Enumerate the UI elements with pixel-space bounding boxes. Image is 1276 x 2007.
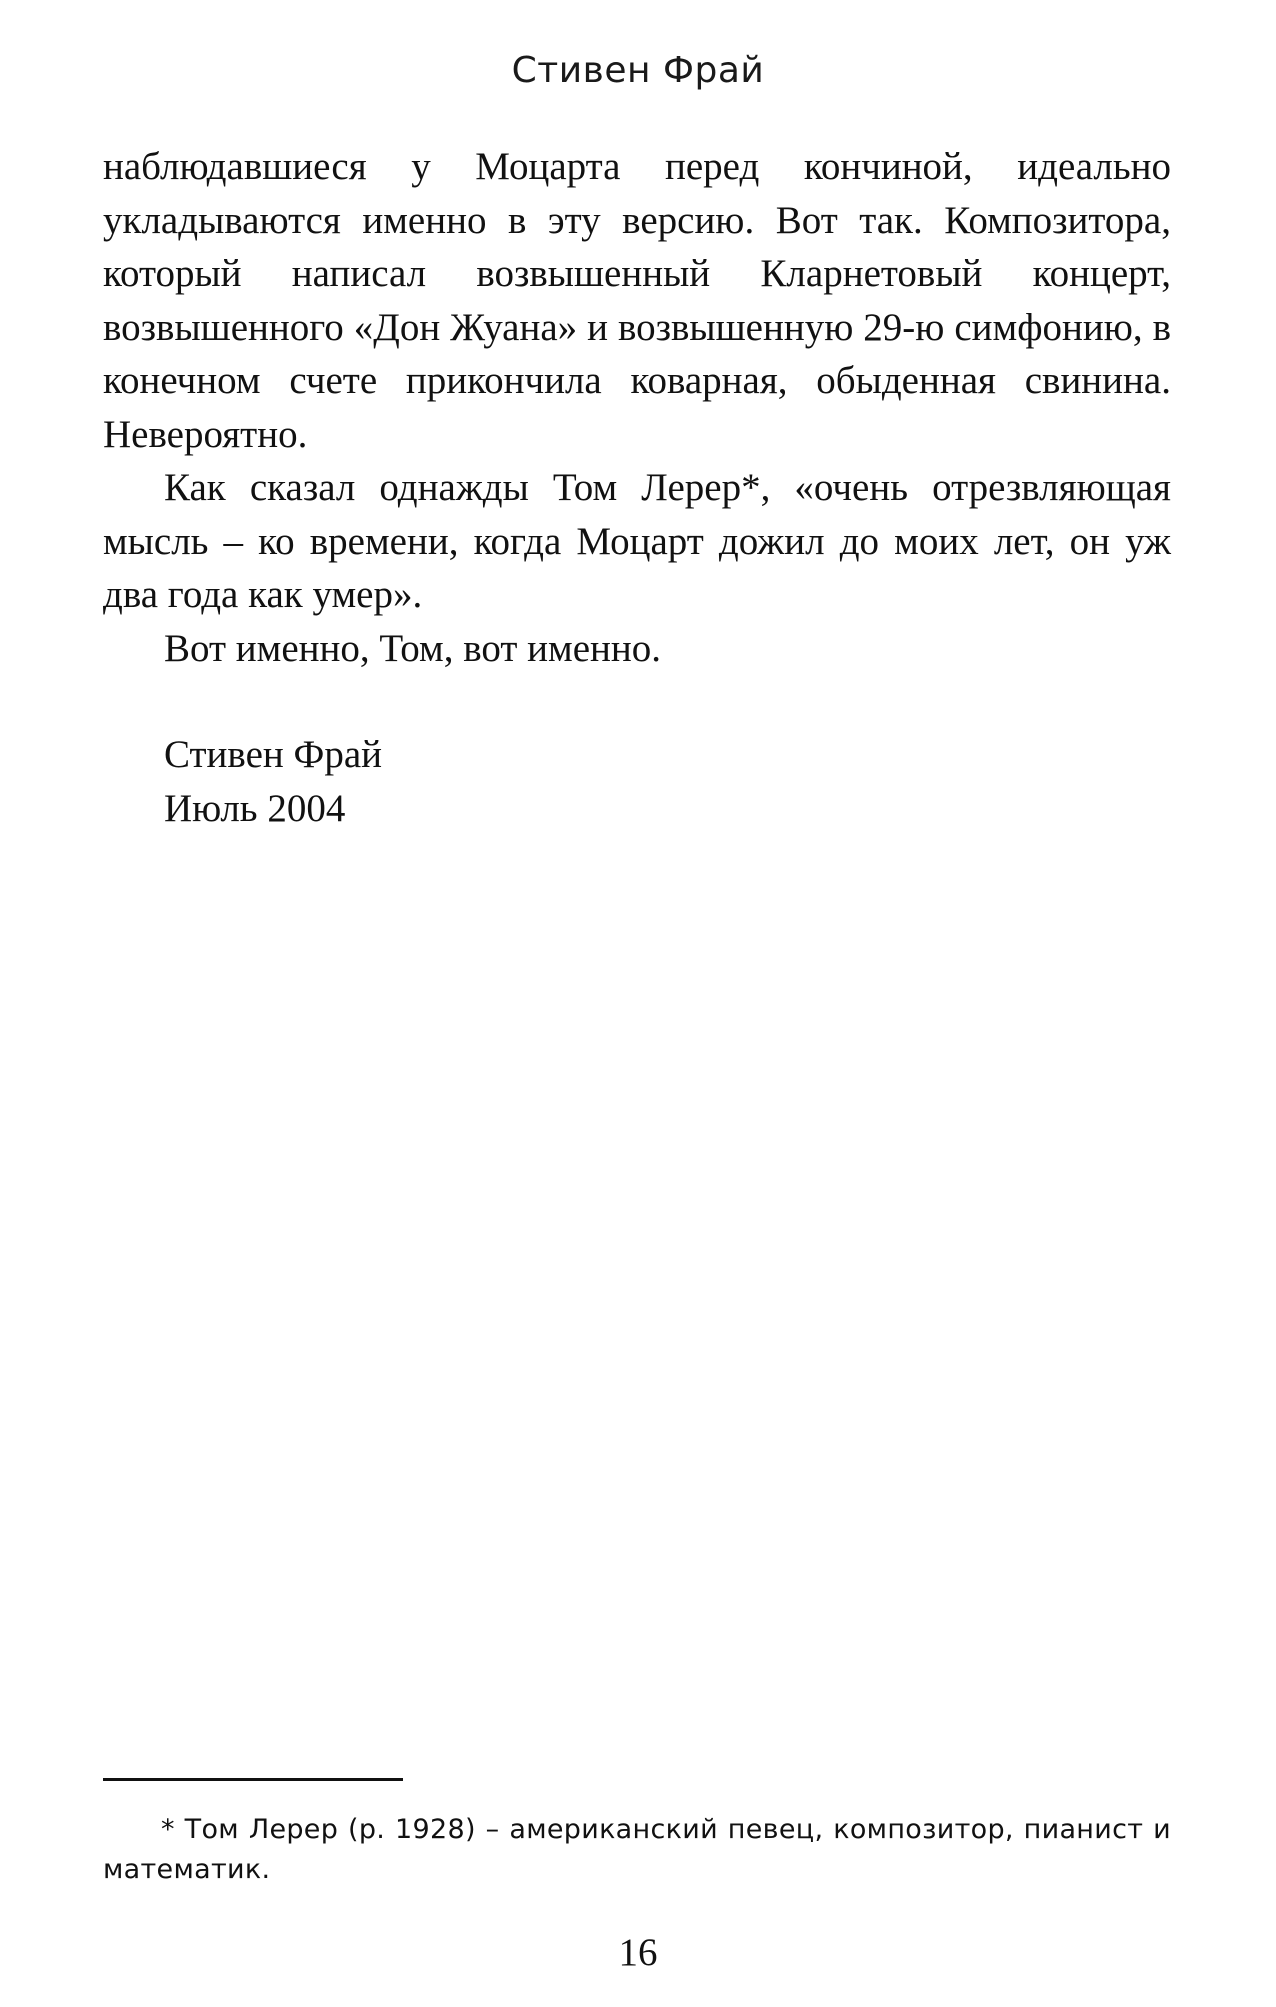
footnote-divider — [103, 1778, 403, 1781]
running-header: Стивен Фрай — [511, 50, 765, 91]
page-number: 16 — [618, 1931, 658, 1974]
signature-block — [164, 728, 382, 835]
paragraph-continued: наблюдавшиеся у Моцарта перед кончиной, идеально укладываются именно в эту версию. Вот так. Композитора, который написал возвышенный Кларнетовый концерт, возвышенного «Дон Жуана» и возвышенную 29-ю симфонию, в конечном счете прикончила коварная, обыденная свинина. Невероятно. — [103, 145, 1171, 456]
footnote: * Том Лерер (р. 1928) – американский певец, композитор, пианист и математик. — [103, 1814, 1171, 1885]
paragraph-lehrer-quote: Как сказал однажды Том Лерер*, «очень отрезвляющая мысль – ко времени, когда Моцарт дожил до моих лет, он уж два года как умер». — [103, 466, 1171, 616]
signature-date: Июль 2004 — [164, 786, 346, 830]
main-text — [103, 140, 1171, 675]
paragraph-reply: Вот именно, Том, вот именно. — [164, 626, 662, 670]
signature-name: Стивен Фрай — [164, 733, 383, 776]
